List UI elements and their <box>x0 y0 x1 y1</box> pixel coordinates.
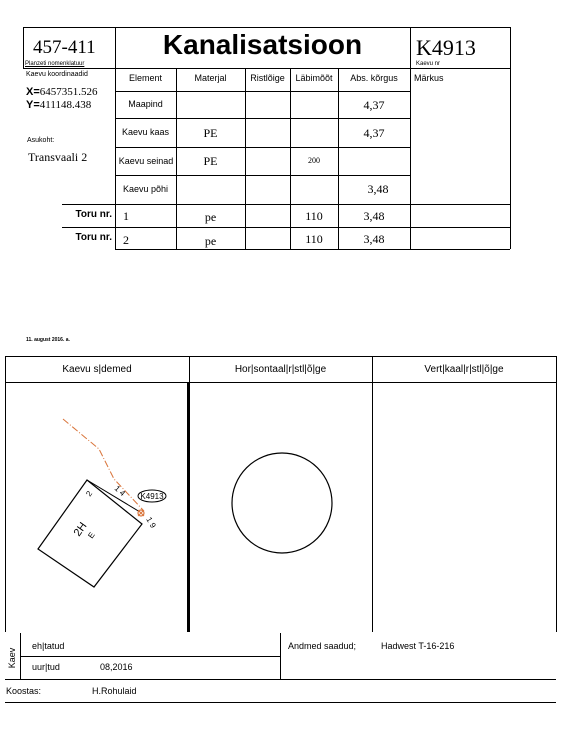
coord-x <box>26 87 98 98</box>
footer-surveyed-value: 08,2016 <box>100 662 133 672</box>
row-material-2: PE <box>203 126 218 140</box>
well-label: K4913 <box>140 492 164 501</box>
wall-label: 2 <box>84 489 95 499</box>
coord-y-label: Y= <box>26 99 40 111</box>
drawing-header-sketch: Kaevu s|demed <box>62 364 132 375</box>
col-header-section: Ristlõige <box>250 73 285 83</box>
row-element-1: Maapind <box>128 99 163 109</box>
pipe-label-sketch-2: 1 9 <box>144 515 158 530</box>
building-label: 2H <box>71 520 90 539</box>
row-element-4: Kaevu põhi <box>122 184 169 194</box>
drawing-header-horizontal: Hor|sontaal|r|stl|õ|ge <box>234 364 327 375</box>
pipe-label-1: Toru nr. <box>75 209 112 220</box>
footer-author-value: H.Rohulaid <box>92 686 137 696</box>
coord-y-value: 411148.438 <box>39 99 92 111</box>
horizontal-section-drawing <box>190 383 372 631</box>
pipe-material-1: pe <box>204 210 217 224</box>
plan-number: 457-411 <box>33 37 96 58</box>
pipe-height-2: 3,48 <box>363 232 385 246</box>
footer-source-label: Andmed saadud; <box>288 641 357 651</box>
plan-caption: Planzeti nomenklatuur <box>25 61 85 67</box>
footer-built-label: eh|tatud <box>32 641 65 651</box>
row-height-2: 4,37 <box>363 126 385 140</box>
row-height-1: 4,37 <box>363 98 385 112</box>
pipe-number-1: 1 <box>123 209 129 223</box>
row-element-3: Kaevu seinad <box>118 156 174 166</box>
well-sketch <box>6 383 187 631</box>
pipe-label-2: Toru nr. <box>75 232 112 243</box>
well-id: K4913 <box>416 35 476 60</box>
location-value: Transvaali 2 <box>28 150 88 164</box>
document-date: 11. august 2016. a. <box>26 337 70 343</box>
footer-author-label: Koostas: <box>6 686 42 696</box>
coord-x-value: 6457351.526 <box>39 86 98 98</box>
col-header-note: Märkus <box>414 73 444 83</box>
row-height-4: 3,48 <box>367 182 389 196</box>
row-element-2: Kaevu kaas <box>121 127 170 137</box>
pipe-diameter-1: 110 <box>305 209 323 223</box>
pipe-diameter-2: 110 <box>305 232 323 246</box>
drawing-header-vertical: Vert|kaal|r|stl|õ|ge <box>424 364 504 375</box>
col-header-diameter: Läbimõõt <box>295 73 333 83</box>
footer-source-value: Hadwest T-16-216 <box>381 641 455 651</box>
col-header-height: Abs. kõrgus <box>350 73 398 83</box>
location-label: Asukoht: <box>27 137 55 144</box>
coords-label: Kaevu koordinaadid <box>26 71 88 78</box>
pipe-number-2: 2 <box>123 233 129 247</box>
footer-surveyed-label: uur|tud <box>32 662 60 672</box>
pipe-material-2: pe <box>204 234 217 248</box>
row-diameter-3: 200 <box>308 156 320 165</box>
page-title: Kanalisatsioon <box>162 29 363 60</box>
footer-side-label: Kaev <box>7 647 17 669</box>
coord-x-label: X= <box>26 86 40 98</box>
col-header-element: Element <box>128 73 163 83</box>
row-material-3: PE <box>203 154 218 168</box>
coord-y <box>26 100 91 111</box>
col-header-material: Materjal <box>194 73 227 83</box>
pipe-label-sketch-1: 1 4 <box>112 483 127 498</box>
building-edge <box>87 480 140 512</box>
well-section-circle <box>232 453 332 553</box>
well-caption: Kaevu nr <box>416 61 441 67</box>
building-sublabel: E <box>86 530 97 541</box>
pipe-height-1: 3,48 <box>363 209 385 223</box>
